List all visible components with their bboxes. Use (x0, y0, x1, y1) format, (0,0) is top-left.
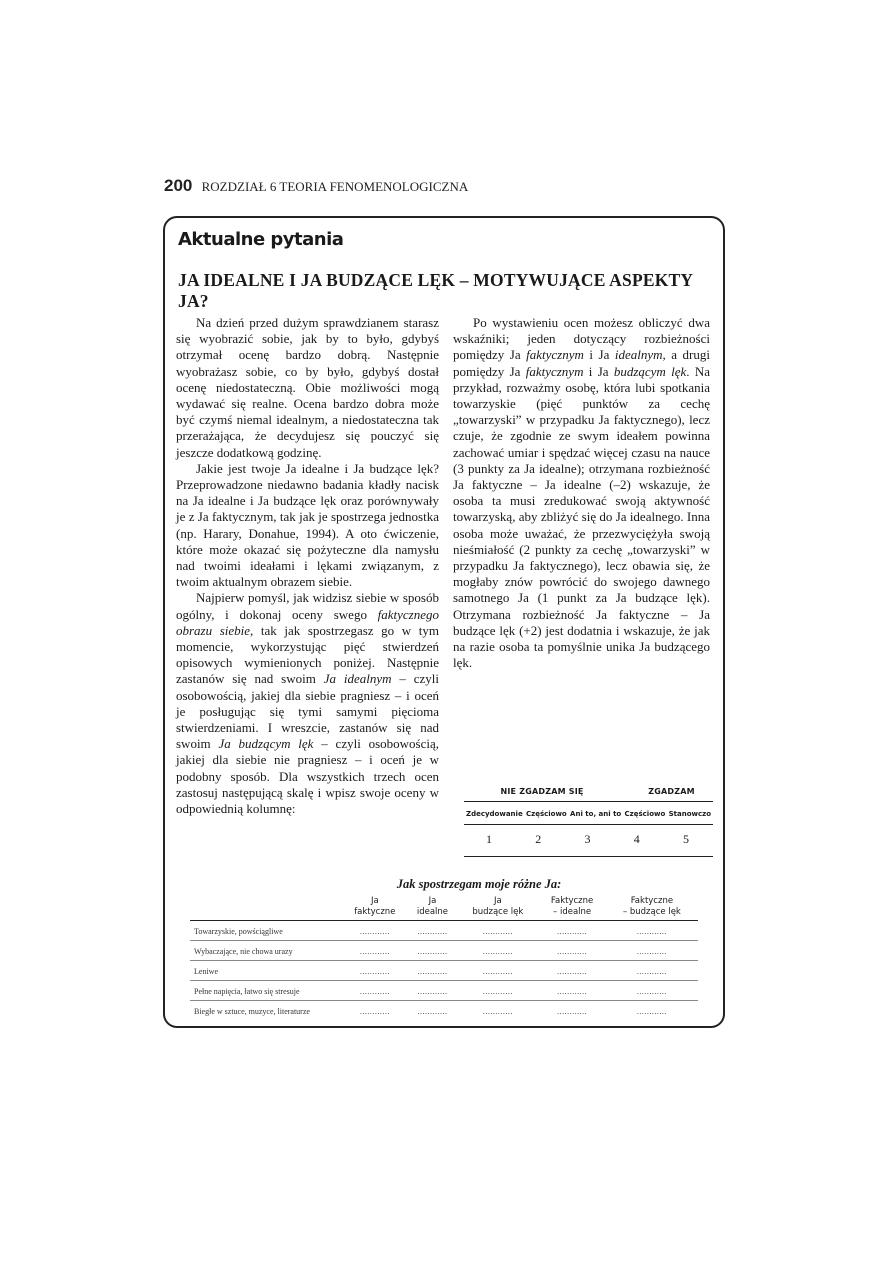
rating-blank[interactable]: ............ (606, 981, 698, 1001)
rating-blank[interactable]: ............ (457, 941, 538, 961)
table-caption: Jak spostrzegam moje różne Ja: (396, 877, 562, 891)
column-header (342, 896, 408, 921)
column-header-line: faktyczne (354, 907, 396, 917)
text-run: i Ja (583, 347, 615, 363)
paragraph (453, 315, 710, 671)
box-kicker: Aktualne pytania (178, 229, 344, 250)
rating-blank[interactable]: ............ (538, 961, 605, 981)
rating-blank[interactable]: ............ (417, 1006, 448, 1016)
text-run: – czyli osobowością, jakiej dla siebie nie pragniesz – i oceń je w podobny sposób. Dla wszystkich trzech ocen zastosuj następującą skalę i wpisz swoje oceny w odpowiednią kolumnę: (176, 736, 440, 817)
text-run: – czyli osobowością, jakiej dla siebie pragniesz – i oceń je posługując się tymi samymi pięcioma stwierdzeniami. I wreszcie, zastanów się nad swoim (176, 671, 440, 752)
running-head: ROZDZIAŁ 6 TEORIA FENOMENOLOGICZNA (201, 179, 469, 194)
row-label: Biegłe w sztuce, muzyce, literaturze (194, 1006, 310, 1016)
column-header-line: – budzące lęk (622, 907, 681, 917)
paragraph: Na dzień przed dużym sprawdzianem starasz się wyobrazić sobie, jak by to było, gdybyś otrzymał ocenę bardzo dobrą. Następnie wyobrażasz sobie, co by było, gdybyś dostał ocenę niedostateczną. Obie możliwości mogą wydawać się realne. Ocena bardzo dobra może być czymś niemal idealnym, a niedostateczna tak przerażająca, że decydujesz się pouczyć się jeszcze dodatkową godzinę. (176, 315, 439, 460)
column-header (408, 896, 458, 921)
row-label: Leniwe (190, 961, 342, 981)
scale-point-value: 4 (633, 832, 640, 846)
text-run-italic: Ja budzącym lęk (218, 736, 314, 752)
rating-blank[interactable]: ............ (408, 921, 458, 941)
rating-blank[interactable]: ............ (538, 981, 605, 1001)
table-row (190, 921, 698, 941)
rating-blank[interactable]: ............ (538, 921, 605, 941)
divider (464, 824, 713, 825)
text-run: i Ja (583, 363, 614, 379)
column-header (538, 896, 605, 921)
rating-blank[interactable]: ............ (606, 921, 698, 941)
column-header-line: Ja (370, 896, 379, 906)
column-header (457, 896, 538, 921)
column-header-line: – idealne (553, 907, 592, 917)
column-header-empty (190, 896, 342, 921)
column-header-line: Faktyczne (630, 896, 674, 906)
scale-point-value: 1 (486, 832, 492, 846)
column-header-line: Ja (493, 896, 502, 906)
rating-blank[interactable]: ............ (482, 1006, 513, 1016)
text-run-italic: faktycznym (525, 363, 584, 379)
rating-table (190, 896, 698, 1020)
rating-blank[interactable]: ............ (457, 921, 538, 941)
scale-point-label: Zdecydowanie (466, 810, 523, 818)
scale-point-value: 5 (683, 832, 689, 846)
page-header (164, 176, 468, 196)
table-header-row (190, 896, 698, 921)
rating-blank[interactable]: ............ (457, 961, 538, 981)
scale-agree-label: ZGADZAM (648, 787, 695, 796)
text-run-italic: budzącym lęk (613, 363, 687, 379)
row-label: Towarzyskie, powściągliwe (190, 921, 342, 941)
rating-blank[interactable]: ............ (342, 961, 408, 981)
scale-point-values (464, 832, 713, 847)
text-run: , a drugi pomiędzy Ja (453, 347, 710, 379)
scale-point-label: Częściowo (624, 810, 666, 818)
text-run: Po wystawieniu ocen możesz obliczyć dwa wskaźniki; jeden dotyczący rozbieżności pomiędzy Ja (453, 315, 710, 363)
rating-blank[interactable]: ............ (359, 1006, 390, 1016)
scale-header (464, 787, 713, 796)
scale-disagree-label: NIE ZGADZAM SIĘ (500, 787, 584, 796)
rating-blank[interactable]: ............ (342, 921, 408, 941)
rating-blank[interactable]: ............ (557, 1006, 588, 1016)
rating-blank[interactable]: ............ (408, 961, 458, 981)
table-row (190, 961, 698, 981)
rating-blank[interactable]: ............ (606, 961, 698, 981)
table-row (190, 941, 698, 961)
rating-blank[interactable]: ............ (457, 981, 538, 1001)
text-run-italic: faktycznym (526, 347, 584, 363)
box-title: JA IDEALNE I JA BUDZĄCE LĘK – MOTYWUJĄCE ASPEKTY JA? (178, 270, 693, 311)
left-column (176, 315, 439, 817)
rating-blank[interactable]: ............ (606, 941, 698, 961)
text-run-italic: faktycznego obrazu siebie (176, 606, 439, 638)
column-header-line: Faktyczne (550, 896, 594, 906)
rating-blank[interactable]: ............ (636, 1006, 667, 1016)
scale-point-label: Częściowo (525, 810, 567, 818)
rating-blank[interactable]: ............ (342, 981, 408, 1001)
paragraph: Jakie jest twoje Ja idealne i Ja budzące lęk? Przeprowadzone niedawno badania kładły nacisk na Ja idealne i Ja budzące lęk oraz porównywały je z Ja faktycznym, tak jak je spostrzega jednostka (np. Harary, Donahue, 1994). A oto ćwiczenie, które może okazać się pożyteczne dla namysłu nad twoimi ideałami i lękami związanym, z twoim aktualnym obrazem siebie. (176, 460, 439, 590)
self-rating-table (190, 877, 698, 1020)
rating-scale (464, 787, 713, 857)
scale-point-labels (464, 810, 713, 818)
rating-blank[interactable]: ............ (408, 941, 458, 961)
row-label: Wybaczające, nie chowa urazy (190, 941, 342, 961)
rating-blank[interactable]: ............ (408, 981, 458, 1001)
column-header-line: budzące lęk (472, 907, 524, 917)
column-header (606, 896, 698, 921)
column-header-line: Ja (428, 896, 437, 906)
table-row (190, 981, 698, 1001)
divider (464, 801, 713, 802)
text-run: . Na przykład, rozważmy osobę, która lubi spotkania towarzyskie (pięć punktów za cechę „towarzyski” w przypadku Ja faktycznego), lecz czuje, że zgodnie ze swym ideałem powinna zachować umiar i spędzać więcej czasu na nauce (3 punkty za Ja idealne); otrzymana rozbieżność Ja faktyczne – Ja idealne (–2) wskazuje, że osoba ta musi zredukować swoją aktywność towarzyską, aby zbliżyć się do Ja idealnego. Inna osoba może uważać, że przezwyciężyła swoją nieśmiałość (2 punkty za cechę „towarzyski” w przypadku Ja faktycznego), lecz obawia się, że mogłaby znów powrócić do swojego dawnego samotnego Ja (1 punkt za Ja budzące lęk). Otrzymana rozbieżność Ja faktyczne – Ja budzące lęk (+2) jest dodatnia i wskazuje, że jak na razie osoba ta pomyślnie unika Ja budzącego lęk. (453, 363, 710, 671)
rating-blank[interactable]: ............ (538, 941, 605, 961)
page-number: 200 (164, 176, 193, 195)
scale-point-value: 3 (584, 832, 591, 846)
text-run-italic: Ja idealnym (323, 671, 392, 687)
column-header-line: idealne (416, 907, 449, 917)
divider (464, 856, 713, 857)
paragraph (176, 590, 439, 817)
scale-point-label: Ani to, ani to (570, 810, 622, 818)
text-run-italic: idealnym (614, 347, 663, 363)
row-label: Pełne napięcia, łatwo się stresuje (190, 981, 342, 1001)
table-row (190, 1001, 698, 1021)
text-run: Najpierw pomyśl, jak widzisz siebie w sposób ogólny, i dokonaj oceny swego (176, 590, 439, 622)
text-run: , tak jak spostrzegasz go w tym momencie, wykorzystując pięć stwierdzeń opisowych wymienionych poniżej. Następnie zastanów się nad swoim (176, 622, 439, 687)
rating-blank[interactable]: ............ (342, 941, 408, 961)
right-column (453, 315, 710, 671)
scale-point-value: 2 (535, 832, 542, 846)
scale-point-label: Stanowczo (668, 810, 711, 818)
